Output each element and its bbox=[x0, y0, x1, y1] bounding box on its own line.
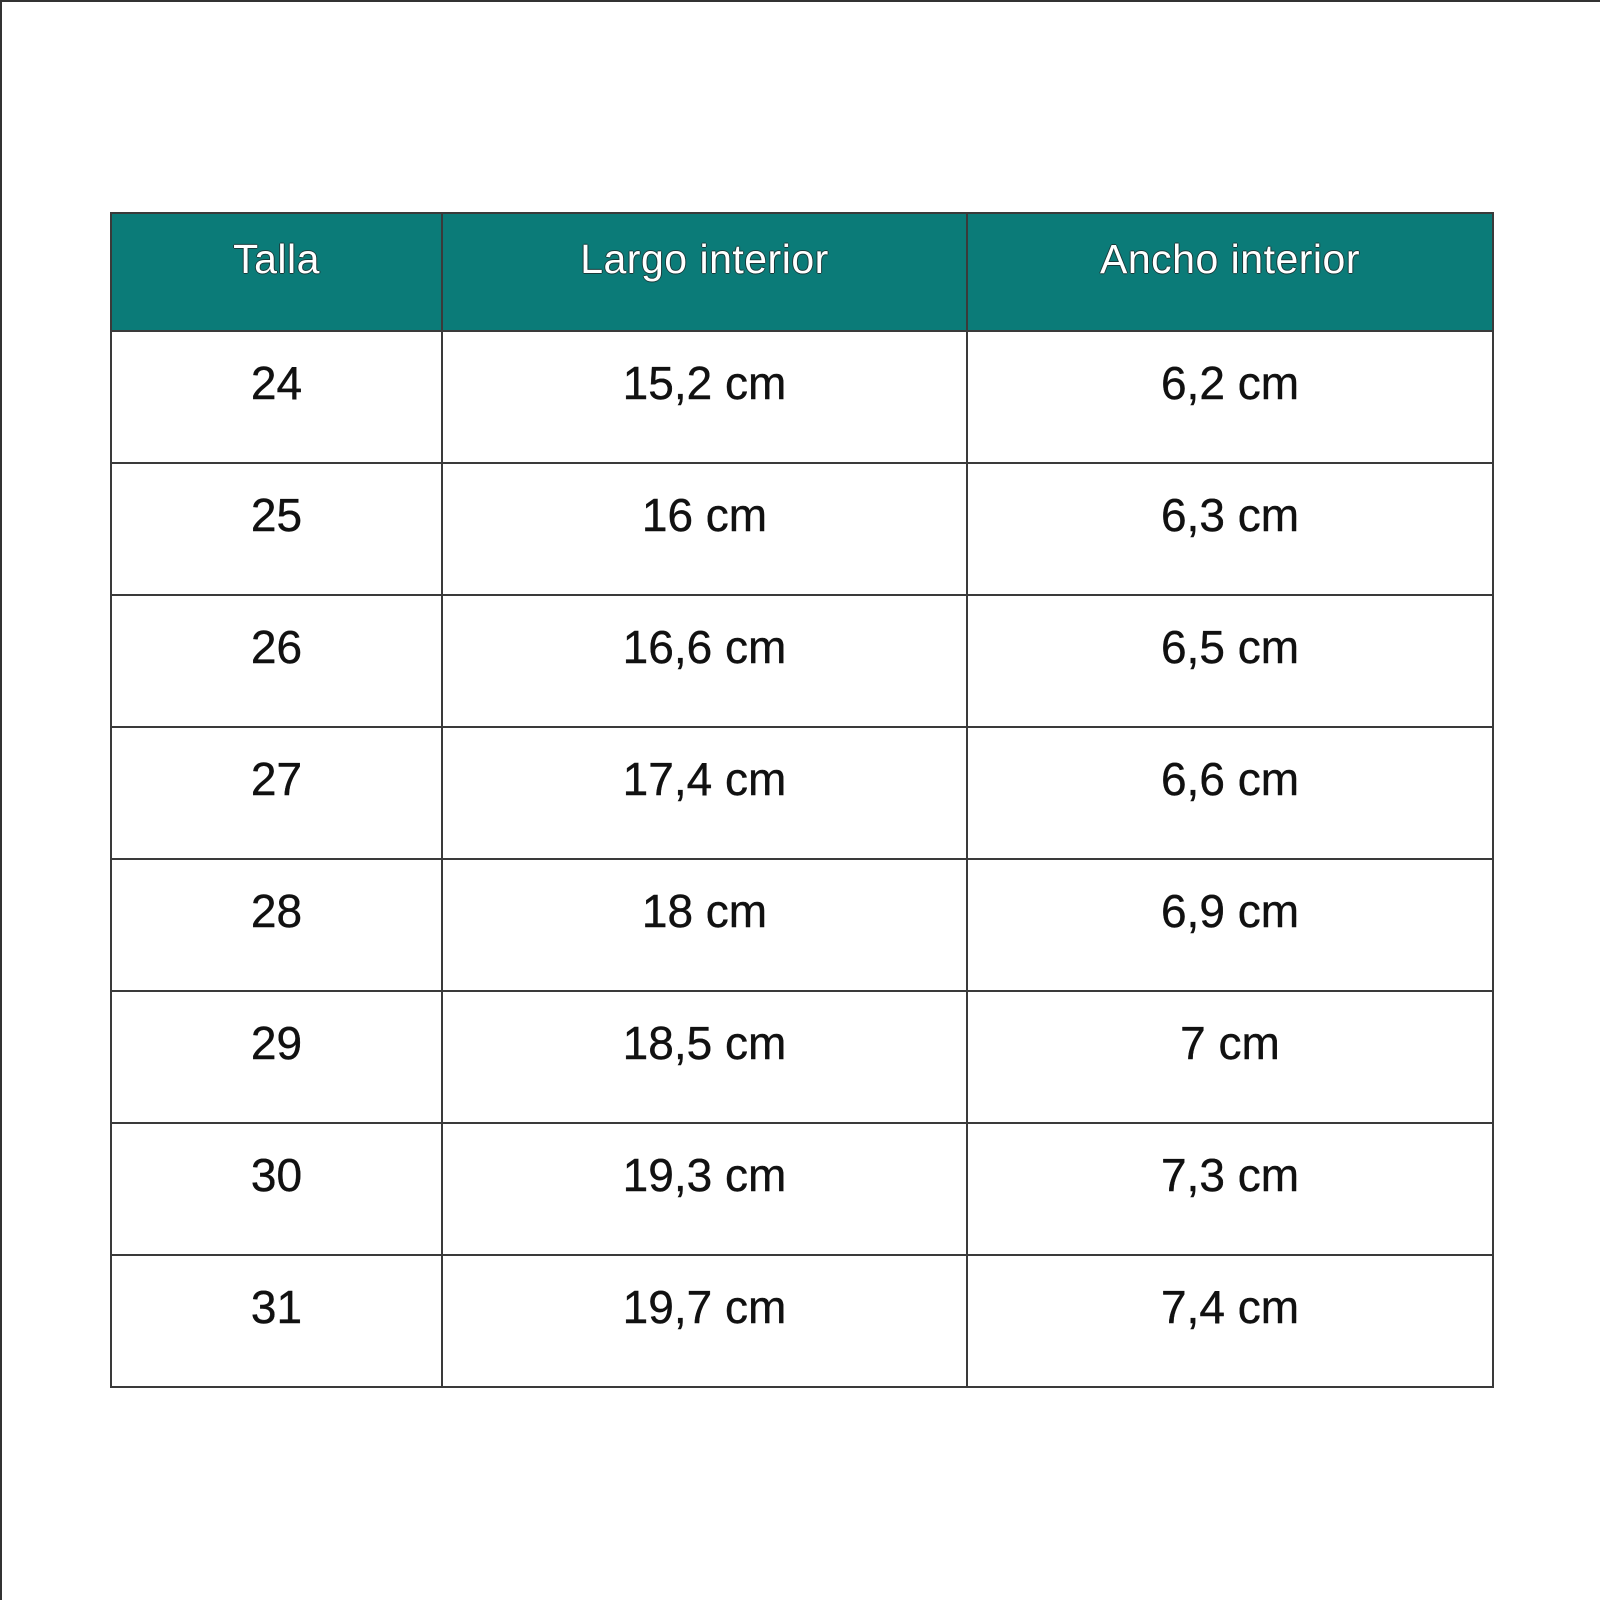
cell-largo-interior: 16 cm bbox=[442, 463, 967, 595]
cell-talla: 28 bbox=[111, 859, 442, 991]
size-chart-table bbox=[110, 212, 1494, 1388]
cell-largo-interior: 18 cm bbox=[442, 859, 967, 991]
header-ancho-interior: Ancho interior bbox=[967, 213, 1493, 331]
table-row bbox=[111, 595, 1493, 727]
table-header bbox=[111, 213, 1493, 331]
table-body bbox=[111, 331, 1493, 1387]
cell-ancho-interior: 7,3 cm bbox=[967, 1123, 1493, 1255]
cell-talla: 26 bbox=[111, 595, 442, 727]
cell-talla: 25 bbox=[111, 463, 442, 595]
cell-ancho-interior: 6,6 cm bbox=[967, 727, 1493, 859]
header-talla: Talla bbox=[111, 213, 442, 331]
table-row bbox=[111, 331, 1493, 463]
table-row bbox=[111, 727, 1493, 859]
table-row bbox=[111, 991, 1493, 1123]
table-row bbox=[111, 859, 1493, 991]
table-row bbox=[111, 1255, 1493, 1387]
cell-talla: 24 bbox=[111, 331, 442, 463]
cell-ancho-interior: 7 cm bbox=[967, 991, 1493, 1123]
cell-talla: 30 bbox=[111, 1123, 442, 1255]
cell-largo-interior: 15,2 cm bbox=[442, 331, 967, 463]
table-row bbox=[111, 1123, 1493, 1255]
cell-talla: 31 bbox=[111, 1255, 442, 1387]
cell-largo-interior: 18,5 cm bbox=[442, 991, 967, 1123]
cell-ancho-interior: 6,9 cm bbox=[967, 859, 1493, 991]
cell-largo-interior: 16,6 cm bbox=[442, 595, 967, 727]
cell-talla: 29 bbox=[111, 991, 442, 1123]
cell-largo-interior: 19,7 cm bbox=[442, 1255, 967, 1387]
cell-largo-interior: 17,4 cm bbox=[442, 727, 967, 859]
cell-ancho-interior: 6,3 cm bbox=[967, 463, 1493, 595]
cell-largo-interior: 19,3 cm bbox=[442, 1123, 967, 1255]
table-row bbox=[111, 463, 1493, 595]
cell-talla: 27 bbox=[111, 727, 442, 859]
header-largo-interior: Largo interior bbox=[442, 213, 967, 331]
cell-ancho-interior: 6,5 cm bbox=[967, 595, 1493, 727]
cell-ancho-interior: 6,2 cm bbox=[967, 331, 1493, 463]
header-row bbox=[111, 213, 1493, 331]
cell-ancho-interior: 7,4 cm bbox=[967, 1255, 1493, 1387]
